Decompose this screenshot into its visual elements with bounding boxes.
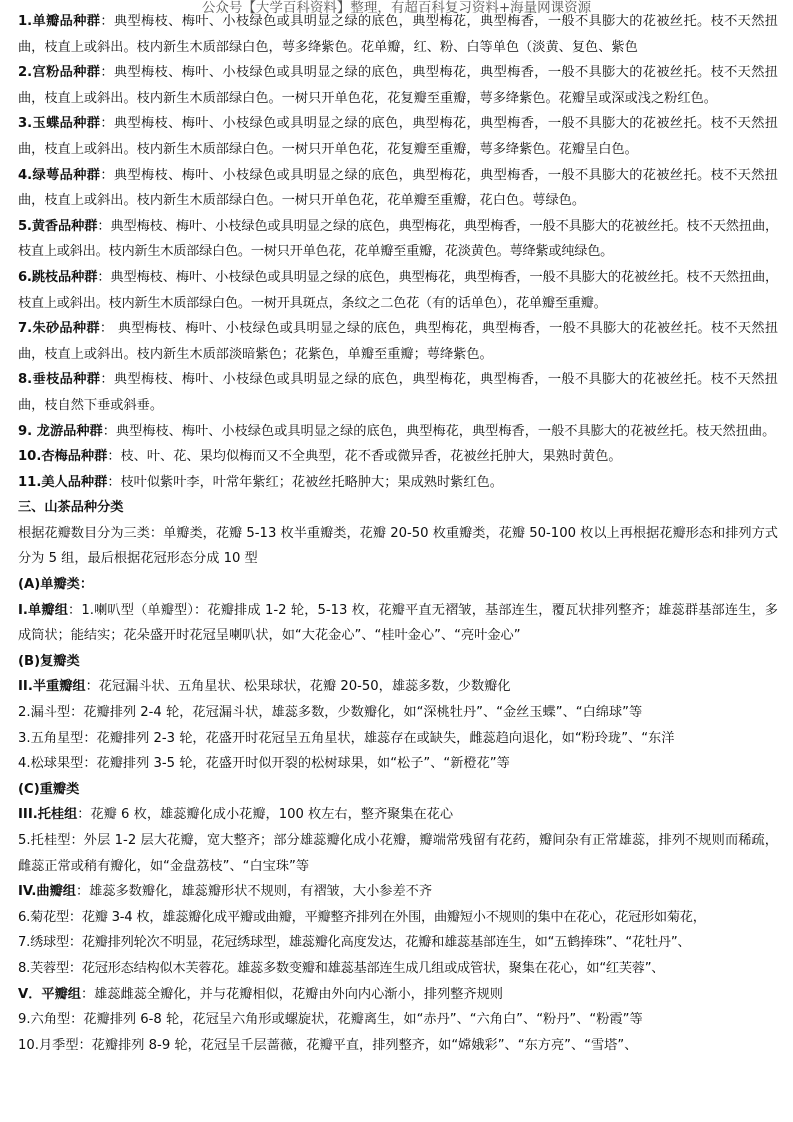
group-desc: ：花冠漏斗状、五角星状、松果球状，花瓣 20-50，雄蕊多数，少数瓣化 xyxy=(85,679,511,695)
group-name: I.单瓣组 xyxy=(18,602,69,618)
group-name: 10.杏梅品种群 xyxy=(18,449,108,465)
group-v xyxy=(18,982,778,1008)
type-7: 7.绣球型：花瓣排列轮次不明显，花冠绣球型，雄蕊瓣化高度发达，花瓣和雄蕊基部连生，如“五鹤捧珠”、“花牡丹”、 xyxy=(18,935,691,951)
plum-group-3 xyxy=(18,111,778,162)
type-8: 8.芙蓉型：花冠形态结构似木芙蓉花。雄蕊多数变瓣和雄蕊基部连生成几组或成管状，聚集在花心，如“红芙蓉”、 xyxy=(18,960,665,976)
group-desc: ：典型梅枝、梅叶、小枝绿色或具明显之绿的底色，典型梅花，典型梅香，一般不具膨大的花被丝托。枝不天然扭曲，枝直上或斜出。枝内新生木质部绿白色。一树只开单色花，花单瓣至重瓣，花淡黄色。萼绛紫或纯绿色。 xyxy=(18,218,778,260)
group-desc: ：典型梅枝、梅叶、小枝绿色或具明显之绿的底色，典型梅花，典型梅香，一般不具膨大的花被丝托。枝不天然扭曲，枝直上或斜出。枝内新生木质部绿白色。一树只开单色花，花复瓣至重瓣，萼多绛紫色。花瓣呈或深或浅之粉红色。 xyxy=(18,65,778,106)
group-name: 9. 龙游品种群 xyxy=(18,423,103,439)
group-desc: ：典型梅枝、梅叶、小枝绿色或具明显之绿的底色，典型梅花，典型梅香，一般不具膨大的花被丝托。枝不天然扭曲，枝自然下垂或斜垂。 xyxy=(18,372,778,413)
class-c-heading: (C)重瓣类 xyxy=(18,781,80,797)
section-heading-camellia: 三、山茶品种分类 xyxy=(18,500,124,516)
camellia-intro: 根据花瓣数目分为三类：单瓣类，花瓣 5-13 枚半重瓣类，花瓣 20-50 枚重瓣类，花瓣 50-100 枚以上再根据花瓣形态和排列方式分为 5 组，最后根据花冠形态分成 10 型 xyxy=(18,525,778,567)
group-name: 4.绿萼品种群 xyxy=(18,167,101,183)
type-6: 6.菊花型：花瓣 3-4 枚，雄蕊瓣化成平瓣或曲瓣，平瓣整齐排列在外围，曲瓣短小不规则的集中在花心，花冠形如菊花， xyxy=(18,909,706,925)
document-body xyxy=(18,9,778,1058)
group-name: 6.跳枝品种群 xyxy=(18,269,98,285)
group-desc: ： 典型梅枝、梅叶、小枝绿色或具明显之绿的底色，典型梅花，典型梅香，一般不具膨大的花被丝托。枝不天然扭曲，枝直上或斜出。枝内新生木质部淡暗紫色；花紫色，单瓣至重瓣；萼绛紫色。 xyxy=(18,321,779,362)
plum-group-5 xyxy=(18,214,778,265)
plum-group-7 xyxy=(18,316,778,367)
group-desc: ：枝叶似紫叶李，叶常年紫红；花被丝托略肿大；果成熟时紫红色。 xyxy=(107,474,503,490)
group-desc: ：典型梅枝、梅叶、小枝绿色或具明显之绿的底色，典型梅花，典型梅香，一般不具膨大的花被丝托。枝不天然扭曲，枝直上或斜出。枝内新生木质部绿白色。一树只开单色花，花复瓣至重瓣，萼多绛紫色。花瓣呈白色。 xyxy=(18,116,778,157)
watermark-header: 公众号【大学百科资料】整理，有超百科复习资料+海量网课资源 xyxy=(201,0,592,16)
group-name: III.托桂组 xyxy=(18,807,78,823)
group-ii xyxy=(18,674,778,700)
group-name: 1.单瓣品种群 xyxy=(18,14,101,29)
group-desc: ：1.喇叭型（单瓣型）：花瓣排成 1-2 轮，5-13 枚，花瓣平直无褶皱，基部连生，覆瓦状排列整齐；雄蕊群基部连生，多成筒状；能结实；花朵盛开时花冠呈喇叭状，如“大花金心”、“桂叶金心”、“亮叶金心” xyxy=(18,602,778,644)
plum-group-8 xyxy=(18,367,778,418)
group-i xyxy=(18,598,778,649)
group-desc: ：雄蕊多数瓣化，雄蕊瓣形状不规则，有褶皱，大小参差不齐 xyxy=(75,884,433,900)
plum-group-9 xyxy=(18,419,778,445)
plum-group-2 xyxy=(18,60,778,111)
group-desc: ：枝、叶、花、果均似梅而又不全典型，花不香或微异香，花被丝托肿大，果熟时黄色。 xyxy=(107,449,622,465)
group-name: II.半重瓣组 xyxy=(18,679,86,695)
plum-group-1 xyxy=(18,9,778,60)
type-3: 3.五角星型：花瓣排列 2-3 轮，花盛开时花冠呈五角星状，雄蕊存在或缺失，雌蕊趋向退化，如“粉玲珑”、“东洋 xyxy=(18,730,675,746)
group-name: 5.黄香品种群 xyxy=(18,218,98,234)
group-iii xyxy=(18,802,778,828)
plum-group-11 xyxy=(18,470,778,496)
group-desc: ：典型梅枝、梅叶、小枝绿色或具明显之绿的底色，典型梅花，典型梅香，一般不具膨大的花被丝托。枝不天然扭曲，枝直上或斜出。枝内新生木质部绿白色。一树只开单色花，花单瓣至重瓣，花白色。萼绿色。 xyxy=(18,167,778,209)
group-name: 11.美人品种群 xyxy=(18,474,108,490)
group-name: 7.朱砂品种群 xyxy=(18,321,100,337)
plum-group-4 xyxy=(18,163,778,214)
type-4: 4.松球果型：花瓣排列 3-5 轮，花盛开时似开裂的松树球果，如“松子”、“新橙花”等 xyxy=(18,756,510,772)
group-desc: ：典型梅枝、梅叶、小枝绿色或具明显之绿的底色，典型梅花，典型梅香，一般不具膨大的花被丝托。枝不天然扭曲，枝直上或斜出。枝内新生木质部绿白色。一树开具斑点，条纹之二色花（有的话单色），花单瓣至重瓣。 xyxy=(18,269,778,311)
group-desc: ：雄蕊雌蕊全瓣化，并与花瓣相似，花瓣由外向内心渐小，排列整齐规则 xyxy=(80,986,503,1002)
class-b-heading: (B)复瓣类 xyxy=(18,653,80,669)
class-a-heading: (A)单瓣类： xyxy=(18,577,94,593)
type-5: 5.托桂型：外层 1-2 层大花瓣，宽大整齐；部分雄蕊瓣化成小花瓣，瓣端常残留有花药，瓣间杂有正常雄蕊，排列不规则而稀疏，雌蕊正常或稍有瓣化，如“金盘荔枝”、“白宝珠”等 xyxy=(18,833,778,874)
group-name: V．平瓣组 xyxy=(18,986,81,1002)
plum-group-10 xyxy=(18,444,778,470)
group-name: 8.垂枝品种群 xyxy=(18,372,101,388)
type-2: 2.漏斗型：花瓣排列 2-4 轮，花冠漏斗状，雄蕊多数，少数瓣化，如“深桃牡丹”、“金丝玉蝶”、“白绵球”等 xyxy=(18,705,643,721)
group-desc: ：典型梅枝、梅叶、小枝绿色或具明显之绿的底色，典型梅花，典型梅香，一般不具膨大的花被丝托。枝天然扭曲。 xyxy=(102,423,776,439)
type-9: 9.六角型：花瓣排列 6-8 轮，花冠呈六角形或螺旋状，花瓣离生，如“赤丹”、“六角白”、“粉丹”、“粉霞”等 xyxy=(18,1012,643,1028)
group-desc: ：典型梅枝、梅叶、小枝绿色或具明显之绿的底色，典型梅花，典型梅香，一般不具膨大的花被丝托。枝不天然扭曲，枝直上或斜出。枝内新生木质部绿白色，萼多绛紫色。花单瓣，红、粉、白等单色（淡黄、复色、紫色 xyxy=(18,14,778,55)
type-10: 10.月季型：花瓣排列 8-9 轮，花冠呈千层蔷薇，花瓣平直，排列整齐，如“嫦娥彩”、“东方亮”、“雪塔”、 xyxy=(18,1037,638,1053)
plum-group-6 xyxy=(18,265,778,316)
group-name: IV.曲瓣组 xyxy=(18,884,76,900)
group-name: 2.宫粉品种群 xyxy=(18,65,101,81)
group-iv xyxy=(18,879,778,905)
group-desc: ：花瓣 6 枚，雄蕊瓣化成小花瓣，100 枚左右，整齐聚集在花心 xyxy=(77,807,454,823)
group-name: 3.玉蝶品种群 xyxy=(18,116,101,132)
